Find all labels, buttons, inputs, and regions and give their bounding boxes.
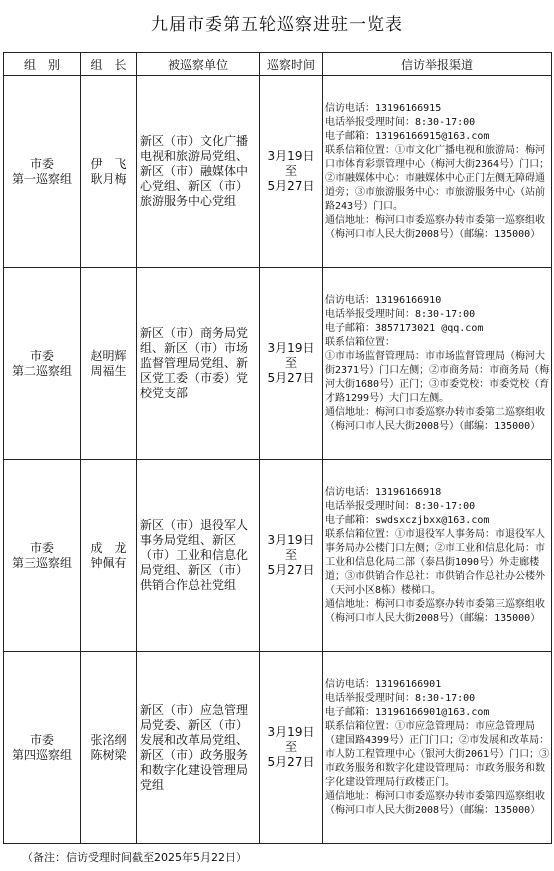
channel-hours: 电话举报受理时间：8:30-17:00 [325,308,476,320]
leader-name: 陈树梁 [90,747,127,762]
time-cell [260,268,323,460]
channel-phone: 信访电话：13196166918 [325,486,442,498]
group-line: 第二巡察组 [11,363,72,378]
channel-mailbox: ①市市场监督管理局：市市场监督管理局（梅河大街2371号）门口左侧；②市商务局：市商务局（梅河大街1680号）正门；③市委党校：市委党校（育才路1299号）大门口左侧。 [325,350,550,404]
channel-mailbox-label: 联系信箱位置： [325,336,395,348]
page-title: 九届市委第五轮巡察进驻一览表 [151,15,403,35]
channel-cell [323,460,552,652]
leader-cell [81,76,137,268]
group-cell [4,268,81,460]
leader-cell [81,460,137,652]
header-leader: 组 长 [81,53,137,76]
group-line: 市委 [29,732,54,747]
channel-hours: 电话举报受理时间：8:30-17:00 [325,116,476,128]
time-end: 5月27日 [267,563,315,577]
channel-address: 通信地址：梅河口市委巡察办转市委第四巡察组收（梅河口市人民大街2008号）（邮编：135000） [325,790,545,816]
channel-email: 电子邮箱：swdsxczjbxx@163.com [325,514,490,526]
time-sep: 至 [284,740,297,754]
time-start: 3月19日 [267,149,315,163]
time-end: 5月27日 [267,755,315,769]
channel-mailbox: 联系信箱位置：①市应急管理局：市应急管理局（建国路4399号）正门门口；②市发展和改革局：市人防工程管理中心（银河大街2061号）门口；③市政务服务和数字化建设管理局：市政务服务和数字化建设管理局行政楼正门。 [325,720,550,788]
leader-name: 赵明辉 [90,348,127,363]
unit-cell: 新区（市）应急管理局党委、新区（市）发展和改革局党组、新区（市）政务服务和数字化建设管理局党组 [137,652,260,844]
time-cell [260,460,323,652]
header-channel: 信访举报渠道 [323,53,552,76]
time-sep: 至 [284,164,297,178]
time-cell [260,76,323,268]
leader-name: 周福生 [90,363,127,378]
group-line: 第一巡察组 [11,171,72,186]
table-row [4,76,552,268]
channel-email: 电子邮箱：13196166915@163.com [325,130,490,142]
group-line: 第三巡察组 [11,555,72,570]
leader-name: 钟佩有 [90,555,127,570]
group-line: 第四巡察组 [11,747,72,762]
time-cell [260,652,323,844]
channel-mailbox: 联系信箱位置：①市退役军人事务局：市退役军人事务局办公楼门口左侧；②市工业和信息化局：市工业和信息化局二部（泰昌街1090号）外走廊楼道；③市供销合作总社：市供销合作总社办公楼外（天河小区8栋）楼梯口。 [325,528,545,596]
channel-phone: 信访电话：13196166910 [325,294,442,306]
channel-phone: 信访电话：13196166901 [325,678,442,690]
inspection-table [3,52,552,844]
channel-address: 通信地址：梅河口市委巡察办转市委第一巡察组收（梅河口市人民大街2008号）（邮编：135000） [325,214,545,240]
unit-cell: 新区（市）商务局党组、新区（市）市场监督管理局党组、新区党工委（市委）党校党支部 [137,268,260,460]
time-end: 5月27日 [267,371,315,385]
leader-name: 耿月梅 [90,171,127,186]
leader-name: 伊 飞 [90,156,127,171]
table-header-row [4,53,552,76]
table-row [4,268,552,460]
header-unit: 被巡察单位 [137,53,260,76]
channel-cell [323,76,552,268]
time-sep: 至 [284,548,297,562]
channel-address: 通信地址：梅河口市委巡察办转市委第二巡察组收（梅河口市人民大街2008号）（邮编：135000） [325,406,545,432]
leader-name: 张洺纲 [90,732,127,747]
group-line: 市委 [29,156,54,171]
table-row [4,652,552,844]
time-start: 3月19日 [267,725,315,739]
leader-cell [81,268,137,460]
unit-cell: 新区（市）文化广播电视和旅游局党组、新区（市）融媒体中心党组、新区（市）旅游服务中心党组 [137,76,260,268]
group-cell [4,652,81,844]
header-group: 组 别 [4,53,81,76]
time-end: 5月27日 [267,179,315,193]
channel-hours: 电话举报受理时间：8:30-17:00 [325,500,476,512]
channel-address: 通信地址：梅河口市委巡察办转市委第三巡察组收（梅河口市人民大街2008号）（邮编：135000） [325,598,545,624]
time-start: 3月19日 [267,341,315,355]
footnote: （备注：信访受理时间截至2025年5月22日） [22,851,247,864]
channel-cell [323,268,552,460]
group-cell [4,460,81,652]
group-cell [4,76,81,268]
unit-cell: 新区（市）退役军人事务局党组、新区（市）工业和信息化局党组、新区（市）供销合作总社党组 [137,460,260,652]
group-line: 市委 [29,540,54,555]
channel-mailbox: 联系信箱位置：①市文化广播电视和旅游局：梅河口市体育彩票管理中心（梅河大街2364号）门口；②市融媒体中心：市融媒体中心正门左侧无障碍通道旁；③市旅游服务中心：市旅游服务中心（站前路243号）门口。 [325,144,550,212]
leader-cell [81,652,137,844]
header-time: 巡察时间 [260,53,323,76]
channel-phone: 信访电话：13196166915 [325,102,442,114]
time-start: 3月19日 [267,533,315,547]
time-sep: 至 [284,356,297,370]
channel-cell [323,652,552,844]
table-row [4,460,552,652]
channel-hours: 电话举报受理时间：8:30-17:00 [325,692,476,704]
channel-email: 电子邮箱：13196166901@163.com [325,706,490,718]
leader-name: 成 龙 [90,540,127,555]
channel-email: 电子邮箱：3857173021 @qq.com [325,322,484,334]
group-line: 市委 [29,348,54,363]
